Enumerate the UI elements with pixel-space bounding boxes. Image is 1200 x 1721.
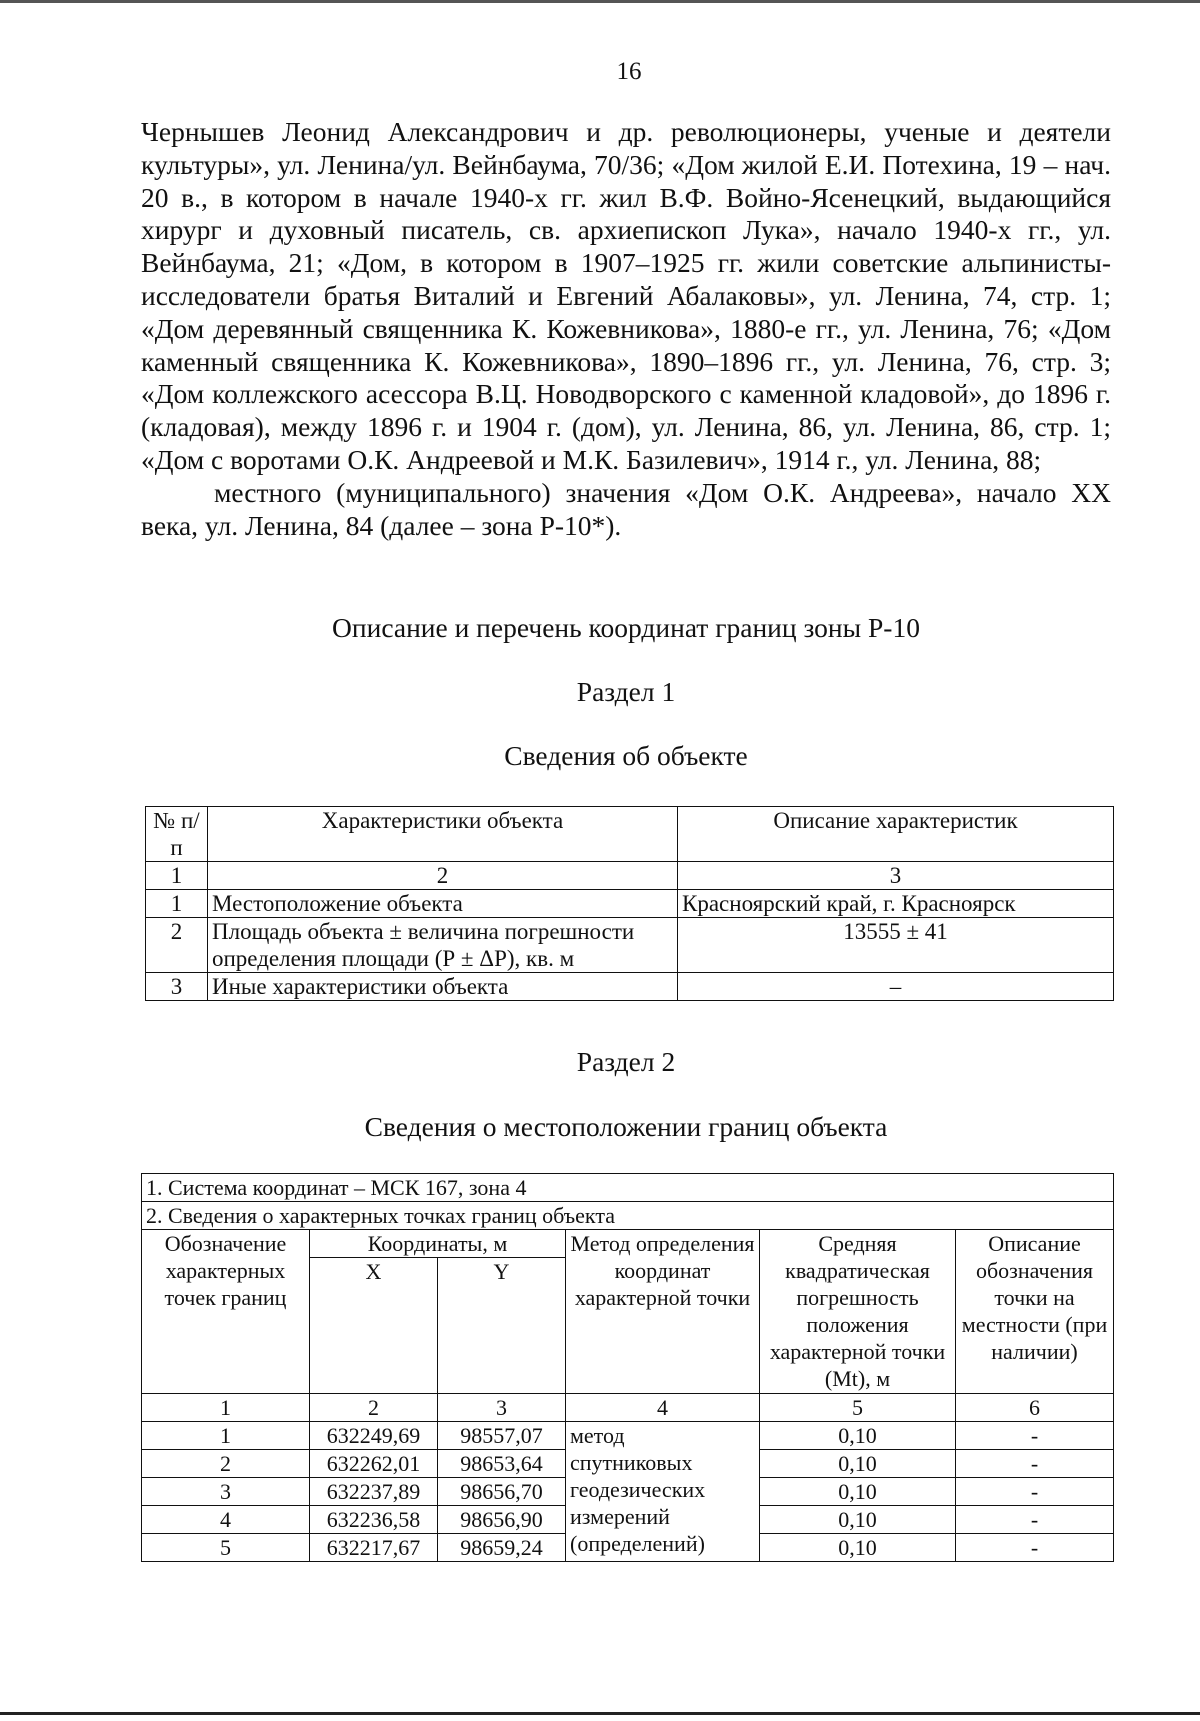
point-y: 98659,24 xyxy=(438,1534,566,1562)
method-line: геодезических xyxy=(570,1477,706,1502)
row-description: 13555 ± 41 xyxy=(678,918,1114,973)
col-header-error: Средняя квадратическая погрешность положения характерной точки (Mt), м xyxy=(760,1230,956,1394)
row-number: 3 xyxy=(146,973,208,1001)
point-y: 98653,64 xyxy=(438,1450,566,1478)
section-2-subheading: Сведения о местоположении границ объекта xyxy=(364,1111,888,1142)
coordinate-system-row xyxy=(142,1174,1114,1202)
row-characteristic: Местоположение объекта xyxy=(208,890,678,918)
col-index: 1 xyxy=(142,1394,310,1422)
point-description: - xyxy=(956,1450,1114,1478)
col-header-coordinates: Координаты, м xyxy=(310,1230,566,1258)
table-row xyxy=(146,890,1114,918)
col-index: 3 xyxy=(678,862,1114,890)
table-row xyxy=(142,1422,1114,1450)
col-index: 5 xyxy=(760,1394,956,1422)
paragraph-2: местного (муниципального) значения «Дом О.К. Андреева», начало XX века, ул. Ленина, 84 (далее – зона Р-10*). xyxy=(141,476,1111,541)
object-info-table xyxy=(145,806,1114,1001)
point-error: 0,10 xyxy=(760,1422,956,1450)
row-number: 1 xyxy=(146,890,208,918)
point-id: 5 xyxy=(142,1534,310,1562)
row-number: 2 xyxy=(146,918,208,973)
row-characteristic: Иные характеристики объекта xyxy=(208,973,678,1001)
scan-bottom-edge xyxy=(0,1712,1200,1715)
col-header-characteristics: Характеристики объекта xyxy=(208,807,678,862)
col-header-point-description: Описание обозначения точки на местности (при наличии) xyxy=(956,1230,1114,1394)
method-line: метод xyxy=(570,1423,625,1448)
col-header-description: Описание характеристик xyxy=(678,807,1114,862)
point-x: 632237,89 xyxy=(310,1478,438,1506)
points-title-row xyxy=(142,1202,1114,1230)
main-heading: Описание и перечень координат границ зоны Р-10 xyxy=(332,612,920,643)
col-index: 2 xyxy=(208,862,678,890)
table-header-row xyxy=(142,1230,1114,1258)
point-y: 98557,07 xyxy=(438,1422,566,1450)
point-description: - xyxy=(956,1534,1114,1562)
col-index: 2 xyxy=(310,1394,438,1422)
table-number-row xyxy=(142,1394,1114,1422)
coordinate-system: 1. Система координат – МСК 167, зона 4 xyxy=(142,1174,1114,1202)
point-error: 0,10 xyxy=(760,1450,956,1478)
row-characteristic: Площадь объекта ± величина погрешности определения площади (Р ± ΔР), кв. м xyxy=(208,918,678,973)
point-id: 2 xyxy=(142,1450,310,1478)
page-number: 16 xyxy=(616,58,642,85)
point-x: 632217,67 xyxy=(310,1534,438,1562)
section-1-heading: Раздел 1 xyxy=(576,676,676,707)
point-id: 3 xyxy=(142,1478,310,1506)
row-description: Красноярский край, г. Красноярск xyxy=(678,890,1114,918)
point-x: 632236,58 xyxy=(310,1506,438,1534)
col-index: 1 xyxy=(146,862,208,890)
table-header-row xyxy=(146,807,1114,862)
method-line: (определений) xyxy=(570,1531,705,1556)
body-text xyxy=(141,116,1111,542)
method-line: спутниковых xyxy=(570,1450,693,1475)
col-index: 3 xyxy=(438,1394,566,1422)
point-description: - xyxy=(956,1422,1114,1450)
point-x: 632249,69 xyxy=(310,1422,438,1450)
row-description: – xyxy=(678,973,1114,1001)
point-y: 98656,70 xyxy=(438,1478,566,1506)
point-id: 1 xyxy=(142,1422,310,1450)
method-cell xyxy=(566,1422,760,1562)
point-description: - xyxy=(956,1506,1114,1534)
col-header-method: Метод определения координат характерной точки xyxy=(566,1230,760,1394)
table-row xyxy=(146,918,1114,973)
point-error: 0,10 xyxy=(760,1506,956,1534)
col-header-number: № п/п xyxy=(146,807,208,862)
section-2-heading: Раздел 2 xyxy=(576,1046,676,1077)
point-id: 4 xyxy=(142,1506,310,1534)
table-number-row xyxy=(146,862,1114,890)
method-line: измерений xyxy=(570,1504,670,1529)
col-index: 6 xyxy=(956,1394,1114,1422)
col-index: 4 xyxy=(566,1394,760,1422)
point-error: 0,10 xyxy=(760,1478,956,1506)
section-1-subheading: Сведения об объекте xyxy=(504,740,748,771)
point-description: - xyxy=(956,1478,1114,1506)
point-error: 0,10 xyxy=(760,1534,956,1562)
col-header-designation: Обозначение характерных точек границ xyxy=(142,1230,310,1394)
point-y: 98656,90 xyxy=(438,1506,566,1534)
col-header-x: X xyxy=(310,1258,438,1394)
scan-top-edge xyxy=(0,0,1200,3)
table-row xyxy=(146,973,1114,1001)
boundary-points-table xyxy=(141,1173,1114,1562)
point-x: 632262,01 xyxy=(310,1450,438,1478)
paragraph-1: Чернышев Леонид Александрович и др. революционеры, ученые и деятели культуры», ул. Ленина/ул. Вейнбаума, 70/36; «Дом жилой Е.И. Потехина, 19 – нач. 20 в., в котором в начале 1940-х гг. жил В.Ф. Войно-Ясенецкий, выдающийся хирург и духовный писатель, св. архиепископ Лука», начало 1940-х гг., ул. Вейнбаума, 21; «Дом, в котором в 1907–1925 гг. жили советские альпинисты-исследователи братья Виталий и Евгений Абалаковы», ул. Ленина, 74, стр. 1; «Дом деревянный священника К. Кожевникова», 1880-е гг., ул. Ленина, 76; «Дом каменный священника К. Кожевникова», 1890–1896 гг., ул. Ленина, 76, стр. 3; «Дом коллежского асессора В.Ц. Новодворского с каменной кладовой», до 1896 г. (кладовая), между 1896 г. и 1904 г. (дом), ул. Ленина, 86, ул. Ленина, 86, стр. 1; «Дом с воротами О.К. Андреевой и М.К. Базилевич», 1914 г., ул. Ленина, 88; xyxy=(141,116,1111,475)
points-title: 2. Сведения о характерных точках границ объекта xyxy=(142,1202,1114,1230)
col-header-y: Y xyxy=(438,1258,566,1394)
